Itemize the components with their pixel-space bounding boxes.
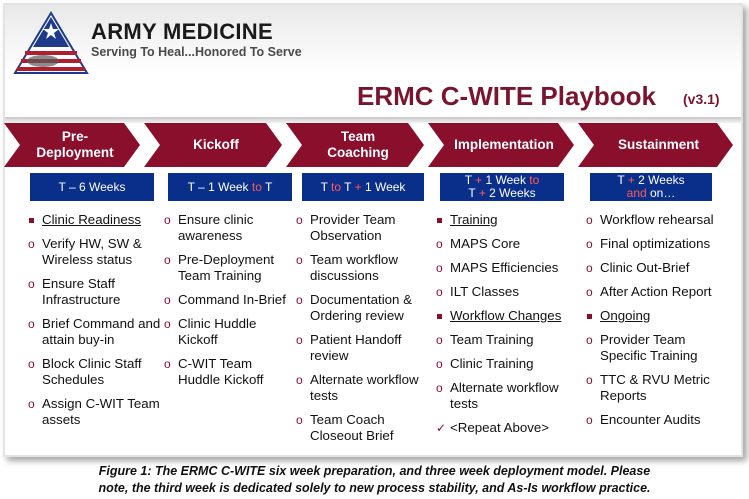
list-item-text: Provider Team Observation [310,212,396,243]
page-title: ERMC C-WITE Playbook [357,81,657,111]
list-item-text: Clinic Readiness [42,212,142,227]
list-item [164,212,292,244]
timebox-sustainment [590,173,712,201]
timebox-text: T – 6 Weeks [58,179,126,194]
phase-label: Sustainment [617,137,699,152]
phase-list-team-coaching [296,212,430,452]
timebox-implementation [440,173,564,201]
caption-line: Figure 1: The ERMC C-WITE six week preparation, and three week deployment model. Please [98,464,651,478]
list-item-text: <Repeat Above> [450,420,550,435]
timebox-connector: to [529,173,540,187]
list-item [436,308,582,324]
list-item-text: Team workflow discussions [310,252,398,283]
list-item [164,356,292,388]
list-item [164,316,292,348]
timebox-text: 2 Weeks [485,186,536,200]
list-item [586,212,734,228]
timebox-connector: to [251,179,262,194]
timebox-plus: + [627,173,635,187]
phase-chevron-sustainment [578,123,733,167]
list-item [436,420,582,436]
timebox-text: on… [646,186,676,200]
list-item [586,308,734,324]
list-item [586,372,734,404]
brand-tagline: Serving To Heal...Honored To Serve [91,45,302,59]
list-item-text: Encounter Audits [600,412,701,427]
phase-label: Team Coaching [327,129,389,160]
list-item [436,356,582,372]
list-item-text: TTC & RVU Metric Reports [600,372,710,403]
list-item [436,332,582,348]
timebox-plus: + [478,186,486,200]
timebox-text: T [468,186,479,200]
list-item-text: Provider Team Specific Training [600,332,698,363]
list-item-text: Ongoing [600,308,651,323]
list-item [296,212,430,244]
list-item [28,276,164,308]
timebox-text: T – 1 Week [187,179,252,194]
version-label: (v3.1) [683,91,720,107]
list-item-text: Alternate workflow tests [450,380,559,411]
list-item [436,260,582,276]
list-item [436,380,582,412]
list-item-text: Block Clinic Staff Schedules [42,356,142,387]
phase-chevron-team-coaching [286,123,424,167]
list-item-text: Patient Handoff review [310,332,402,363]
list-item [586,236,734,252]
figure-caption [0,463,749,497]
list-item-text: Verify HW, SW & Wireless status [42,236,142,267]
list-item-text: Team Coach Closeout Brief [310,412,394,443]
list-item-text: Command In-Brief [178,292,286,307]
list-item [28,236,164,268]
list-item-text: Workflow Changes [450,308,562,323]
timebox-text: T [320,179,332,194]
list-item [296,292,430,324]
list-item [586,332,734,364]
timebox-text: 1 Week [482,173,530,187]
list-item [28,396,164,428]
list-item [296,332,430,364]
timebox-connector: to [331,179,342,194]
list-item-text: Workflow rehearsal [600,212,714,227]
timebox-plus: + [475,173,483,187]
timebox-text: T [341,179,355,194]
list-item [586,284,734,300]
timebox-text: T [261,179,273,194]
timebox-text: 2 Weeks [634,173,685,187]
timebox-text: 1 Week [361,179,406,194]
list-item-text: Ensure Staff Infrastructure [42,276,121,307]
list-item [164,292,292,308]
list-item-text: After Action Report [600,284,712,299]
list-item-text: Final optimizations [600,236,711,251]
timebox-kickoff [168,173,292,201]
list-item [28,316,164,348]
list-item-text: ILT Classes [450,284,519,299]
list-item-text: Alternate workflow tests [310,372,419,403]
list-item [296,372,430,404]
list-item-text: Clinic Training [450,356,534,371]
list-item [436,212,582,228]
list-item-text: Assign C-WIT Team assets [42,396,160,427]
timebox-text: T [617,173,628,187]
list-item-text: Clinic Huddle Kickoff [178,316,257,347]
phase-chevron-pre-deployment [4,123,140,167]
timebox-pre-deployment [30,173,154,201]
phase-chevron-implementation [428,123,574,167]
phase-label: Pre- Deployment [36,129,114,160]
list-item-text: C-WIT Team Huddle Kickoff [178,356,264,387]
list-item [296,412,430,444]
list-item [28,212,164,228]
timebox-text: T [464,173,476,187]
list-item-text: Clinic Out-Brief [600,260,690,275]
phase-list-kickoff [164,212,292,396]
phase-label: Implementation [454,137,554,152]
list-item-text: Pre-Deployment Team Training [178,252,275,283]
list-item [28,356,164,388]
phase-list-sustainment [586,212,734,436]
phase-label: Kickoff [193,137,239,152]
list-item [164,252,292,284]
list-item [436,236,582,252]
caption-line: note, the third week is dedicated solely to new process stability, and As-Is workflow practice. [98,481,651,495]
brand-name: ARMY MEDICINE [91,19,273,44]
list-item [586,412,734,428]
list-item-text: Brief Command and attain buy-in [42,316,161,347]
timebox-connector: and [626,186,647,200]
list-item [296,252,430,284]
list-item [436,284,582,300]
army-medicine-logo [11,11,91,81]
list-item-text: MAPS Efficiencies [450,260,559,275]
list-item-text: MAPS Core [450,236,521,251]
phase-list-implementation [436,212,582,444]
list-item-text: Documentation & Ordering review [310,292,412,323]
timebox-plus: + [354,179,362,194]
phase-list-pre-deployment [28,212,164,436]
phase-chevron-kickoff [144,123,282,167]
list-item-text: Training [450,212,498,227]
list-item-text: Team Training [450,332,534,347]
list-item-text: Ensure clinic awareness [178,212,254,243]
list-item [586,260,734,276]
timebox-team-coaching [302,173,424,201]
